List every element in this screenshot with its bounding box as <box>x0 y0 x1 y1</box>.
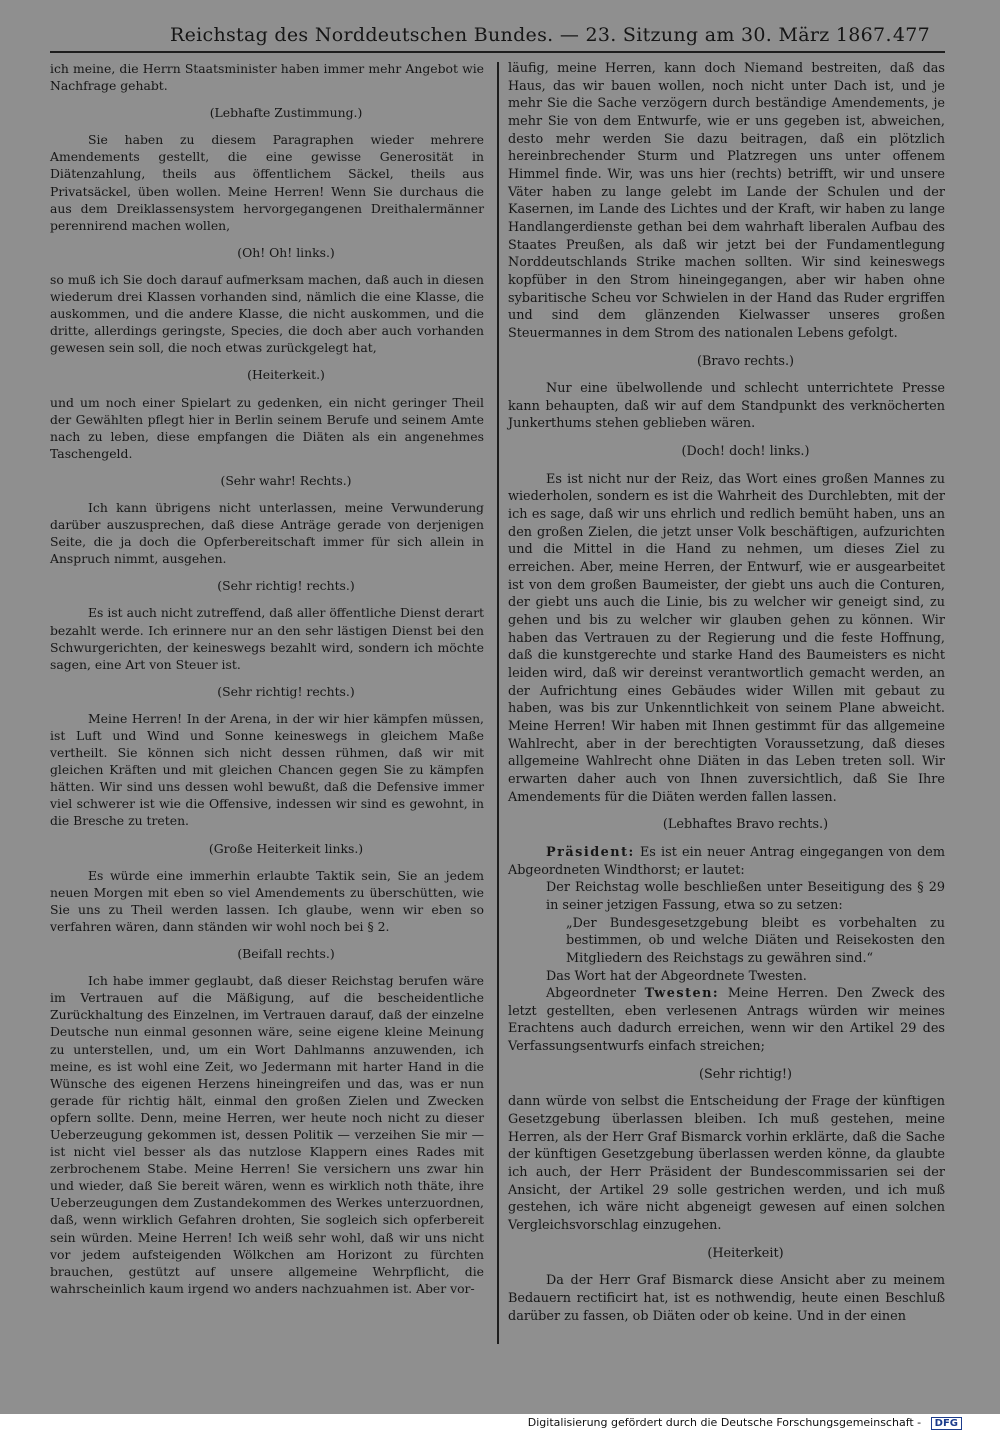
speaker-text: Meine Herren. Den Zweck des letzt gestellten, eben verlesenen Antrags würden wir meines Erachtens auch dadurch erreichen, wenn wir den Artikel 29 des Verfassungsentwurfs einfach streichen; <box>508 986 945 1055</box>
paragraph: ich meine, die Herrn Staatsminister haben immer mehr Angebot wie Nachfrage gehabt. <box>50 61 484 94</box>
running-header <box>50 24 940 50</box>
remark: (Sehr wahr! Rechts.) <box>220 472 352 488</box>
paragraph: Es ist nicht nur der Reiz, das Wort eines großen Mannes zu wiederholen, sondern es ist die Wahrheit des Durchlebten, mit der ich es sage, daß wir uns ehrlich und redlich bemüht haben, uns an den großen Zielen, die jetzt unser Volk beschäftigen, aufzurichten und die Mittel in die Hand zu nehmen, um dieses Ziel zu erreichen. Aber, meine Herren, der Entwurf, wie er ausgearbeitet ist von dem großen Baumeister, der giebt uns auch die Conturen, der giebt uns auch die Linie, bis zu welcher wir geneigt sind, zu gehen und bis zu welcher wir glauben gehen zu können. Wir haben das Vertrauen zu der Regierung und die feste Hoffnung, daß die kunstgerechte und starke Hand des Baumeisters es nicht leiden wird, daß wir dereinst verantwortlich gemacht werden, an der Aufrichtung eines Gebäudes wider Willen mit gebaut zu haben, was bis zur Unkenntlichkeit von seinem Plane abweicht. Meine Herren! Wir haben mit Ihnen gestimmt für das allgemeine Wahlrecht, aber in der berechtigten Voraussetzung, daß dieses allgemeine Wahlrecht ohne Diäten in das Leben treten soll. Wir erwarten daher auch von Ihnen zuversichtlich, daß Sie Ihre Amendements für die Diäten werden fallen lassen. <box>508 471 945 805</box>
remark: (Oh! Oh! links.) <box>237 244 335 260</box>
paragraph: dann würde von selbst die Entscheidung der Frage der künftigen Gesetzgebung überlassen bleiben. Ich muß gestehen, meine Herren, als der Herr Graf Bismarck vorhin erklärte, daß die Sache der künftigen Gesetzgebung überlassen werden könne, da glaubte ich auch, der Herr Präsident der Bundescommissarien sei der Ansicht, der Artikel 29 solle gestrichen werden, und ich muß gestehen, ich wäre nicht abgeneigt gewesen auf einen solchen Vergleichsvorschlag einzugehen. <box>508 1094 945 1234</box>
remark: (Lebhafte Zustimmung.) <box>209 105 363 121</box>
remark: (Sehr richtig! rechts.) <box>217 683 355 699</box>
dfg-logo: DFG <box>931 1417 962 1430</box>
remark: (Lebhaftes Bravo rechts.) <box>662 817 829 833</box>
digitization-credit <box>528 1416 962 1430</box>
speaker-name: Präsident: <box>546 844 635 860</box>
header-title: Reichstag des Norddeutschen Bundes. — 23. Sitzung am 30. März 1867. <box>170 24 892 46</box>
paragraph: läufig, meine Herren, kann doch Niemand bestreiten, daß das Haus, das wir bauen wollen, noch nicht unter Dach ist, und je mehr Sie die Sache verzögern durch beständige Amendements, je mehr Sie von dem Entwurfe, wie er uns gegeben ist, abweichen, desto mehr werden Sie dazu beitragen, daß ein plötzlich hereinbrechender Sturm und Platzregen uns unter offenem Himmel finde. Wir, was uns hier (rechts) betrifft, wir und unsere Väter haben zu lange gelebt im Lande der Schulen und der Kasernen, im Lande des Lichtes und der Kraft, wir haben zu lange Handlangerdienste gethan bei dem wahrhaft liberalen Aufbau des Staates Preußen, als daß wir jetzt bei der Fundamentlegung Norddeutschlands Strike machen sollten. Wir sind keineswegs kopfüber in den Strom hineingegangen, aber wir haben ohne sybaritische Scheu vor Schwielen in der Hand das Ruder ergriffen und sind dem glänzenden Kielwasser unseres großen Steuermannes in dem Strom des nationalen Lebens gefolgt. <box>508 61 945 341</box>
paragraph: Sie haben zu diesem Paragraphen wieder mehrere Amendements gestellt, die eine gewisse Generosität in Diätenzahlung, theils aus öffentlichem Säckel, theils aus Privatsäckel, üben wollen. Meine Herren! Wenn Sie durchaus die aus dem Dreiklassensystem hervorgegangenen Dreithalermänner perennirend machen wollen, <box>50 132 484 233</box>
header-rule <box>50 51 945 53</box>
paragraph: und um noch einer Spielart zu gedenken, ein nicht geringer Theil der Gewählten pflegt hier in Berlin seinem Berufe und seinem Amte nach zu leben, diese empfangen die Diäten als ein angenehmes Taschengeld. <box>50 394 484 461</box>
paragraph: Es ist auch nicht zutreffend, daß aller öffentliche Dienst derart bezahlt werde. Ich erinnere nur an den sehr lästigen Dienst bei den Schwurgerichten, der keineswegs bezahlt wird, sondern ich möchte sagen, eine Art von Steuer ist. <box>50 605 484 672</box>
credit-text: Digitalisierung gefördert durch die Deutsche Forschungsgemeinschaft - <box>527 1416 922 1429</box>
paragraph: Nur eine übelwollende und schlecht unterrichtete Presse kann behaupten, daß wir auf dem Standpunkt des verknöcherten Junkerthums stehen geblieben wären. <box>508 381 945 432</box>
paragraph: Ich habe immer geglaubt, daß dieser Reichstag berufen wäre im Vertrauen auf die Mäßigung, auf die bescheidentliche Zurückhaltung des Einzelnen, im Vertrauen darauf, daß der einzelne Deutsche nun einmal gesonnen wäre, seine eigene kleine Meinung zu unterstellen, und, um ein Wort Dahlmanns anzuwenden, ich meine, es ist wohl eine Zeit, wo Jedermann mit harter Hand in die Wünsche des eigenen Herzens hineingreifen und das, was er nun gerade für richtig hält, einmal den großen Zielen und Zwecken opfern sollte. Denn, meine Herren, wer heute noch nicht zu dieser Ueberzeugung gekommen ist, dessen Politik — verzeihen Sie mir — ist nicht viel besser als das nutzlose Klappern eines Rades mit zerbrochenem Stabe. Meine Herren! Sie versichern uns zwar hin und wieder, daß Sie bereit wären, wenn es wirklich noth thäte, ihre Ueberzeugungen dem Zustandekommen des Werkes unterzuordnen, daß, wenn wirklich Gefahren drohten, Sie sogleich sich opferbereit sein würden. Meine Herren! Ich weiß sehr wohl, daß wir uns nicht vor jedem aufsteigenden Wölkchen am Horizont zu fürchten brauchen, gestützt auf unsere allgemeine Wehrpflicht, die wahrscheinlich kaum irgend wo anders nachzuahmen ist. Aber vor- <box>50 973 484 1296</box>
speaker-paragraph <box>508 844 945 879</box>
right-column <box>508 60 945 1325</box>
remark: (Sehr richtig! rechts.) <box>217 578 355 594</box>
paragraph: Es würde eine immerhin erlaubte Taktik sein, Sie an jedem neuen Morgen mit eben so viel Amendements zu überschütten, wie Sie uns zu Theil werden lassen. Ich glaube, wenn wir eben so verfahren wären, dann ständen wir wohl noch bei § 2. <box>50 867 484 934</box>
page-number: 477 <box>892 24 930 46</box>
paragraph: Da der Herr Graf Bismarck diese Ansicht aber zu meinem Bedauern rectificirt hat, ist es nothwendig, heute einen Beschluß darüber zu fassen, ob Diäten oder ob keine. Und in der einen <box>508 1273 945 1324</box>
paragraph: so muß ich Sie doch darauf aufmerksam machen, daß auch in diesen wiederum drei Klassen vorhanden sind, nämlich die eine Klasse, die auskommen, und die andere Klasse, die nicht auskommen, und die dritte, allerdings geringste, Species, die doch aber auch vorhanden gewesen sein soll, die noch etwas zurückgelegt hat, <box>50 271 484 356</box>
remark: (Heiterkeit) <box>707 1245 784 1261</box>
paragraph: Ich kann übrigens nicht unterlassen, meine Verwunderung darüber auszusprechen, daß diese Anträge gerade von derjenigen Seite, die ja doch die Opferbereitschaft immer für sich allein in Anspruch nimmt, ausgehen. <box>50 499 484 567</box>
speaker-name: Twesten: <box>644 986 720 1002</box>
remark: (Große Heiterkeit links.) <box>208 840 364 856</box>
remark: (Bravo rechts.) <box>696 353 794 369</box>
column-divider <box>497 62 499 1344</box>
remark: (Beifall rechts.) <box>237 946 335 962</box>
motion-text: Das Wort hat der Abgeordnete Twesten. <box>546 968 807 984</box>
remark: (Heiterkeit.) <box>247 367 325 383</box>
speaker-text: Es ist ein neuer Antrag eingegangen von dem Abgeordneten Windthorst; er lautet: <box>508 844 945 878</box>
speaker-paragraph <box>508 985 945 1056</box>
remark: (Doch! doch! links.) <box>681 444 810 460</box>
left-column <box>50 60 484 1297</box>
speaker-prefix: Abgeordneter <box>546 986 645 1002</box>
remark: (Sehr richtig!) <box>699 1066 792 1082</box>
motion-quote: „Der Bundesgesetzgebung bleibt es vorbehalten zu bestimmen, ob und welche Diäten und Reisekosten den Mitgliedern des Reichstags zu gewähren sind.“ <box>566 915 945 966</box>
motion-text: Der Reichstag wolle beschließen unter Beseitigung des § 29 in seiner jetzigen Fassung, etwa so zu setzen: <box>546 880 945 913</box>
paragraph: Meine Herren! In der Arena, in der wir hier kämpfen müssen, ist Luft und Wind und Sonne keineswegs in gleichem Maße vertheilt. Sie können sich nicht dessen rühmen, daß wir mit gleichen Kräften und mit gleichen Chancen gegen Sie zu kämpfen hätten. Wir sind uns dessen wohl bewußt, daß die Defensive immer viel schwerer ist wie die Offensive, indessen wir sind es gewohnt, in die Bresche zu treten. <box>50 710 484 829</box>
